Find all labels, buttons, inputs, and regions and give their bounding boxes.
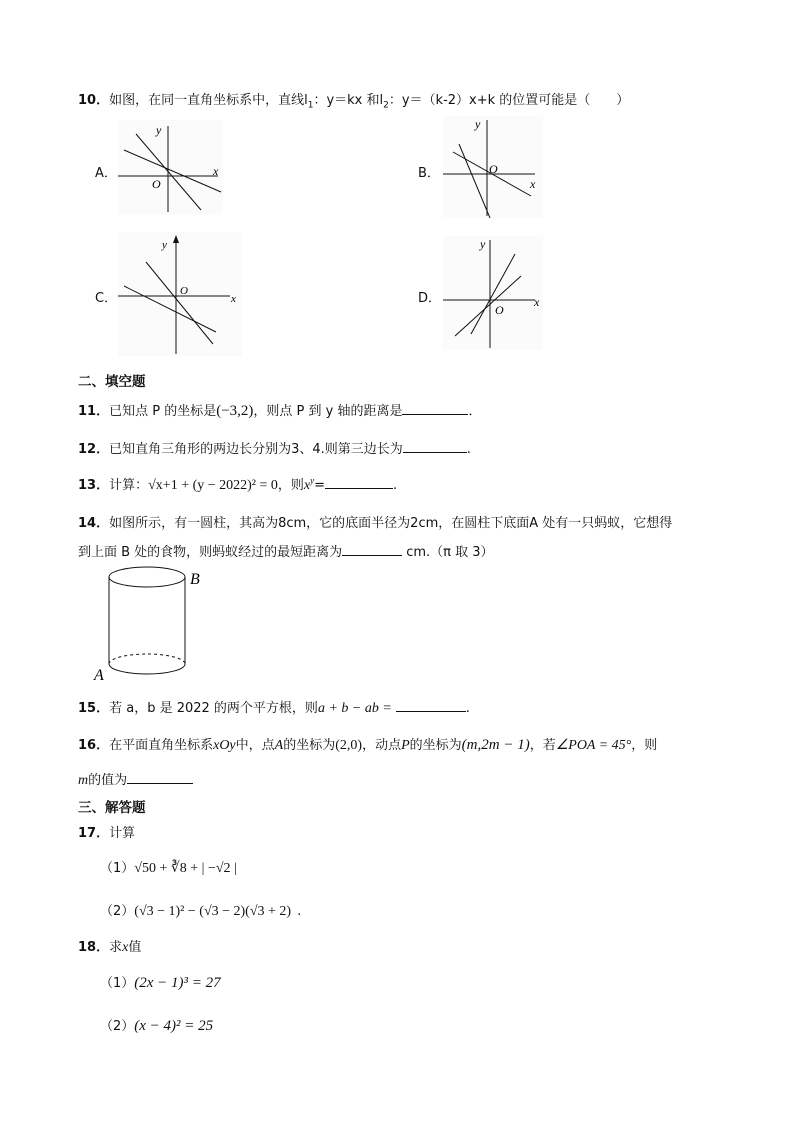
graph-d-origin: O xyxy=(495,303,504,317)
q13-answer-blank[interactable] xyxy=(325,476,393,489)
graph-a-origin: O xyxy=(152,177,161,191)
cylinder-figure xyxy=(90,562,210,686)
option-d-label: D． xyxy=(418,291,442,306)
question-12: 12．已知直角三角形的两边长分别为3、4.则第三边长为 . xyxy=(78,442,471,457)
option-a-label: A． xyxy=(95,166,117,181)
question-17-part-1: （1）√50 + ∛8 + | −√2 | xyxy=(100,861,237,876)
graph-a xyxy=(118,120,223,215)
question-11: 11．已知点 P 的坐标是(−3,2)，则点 P 到 y 轴的距离是 ． xyxy=(78,403,482,419)
graph-d-y-label: y xyxy=(480,237,486,251)
graph-c-y-label: y xyxy=(162,239,167,251)
graph-b xyxy=(443,116,543,218)
option-b-label: B． xyxy=(418,166,440,181)
graph-d xyxy=(443,236,543,350)
graph-a-x-label: x xyxy=(213,164,219,178)
section-fill-in-title: 二、填空题 xyxy=(78,374,146,390)
graph-b-y-label: y xyxy=(475,117,481,131)
question-17-part-2: （2）(√3 − 1)² − (√3 − 2)(√3 + 2) . xyxy=(100,904,302,919)
question-15: 15．若 a，b 是 2022 的两个平方根，则a + b − ab = . xyxy=(78,701,470,716)
question-13: 13．计算：√x+1 + (y − 2022)² = 0，则$x^y=$ . xyxy=(78,475,398,493)
graph-c-x-label: x xyxy=(231,293,236,305)
question-14-line1: 14．如图所示，有一圆柱，其高为8cm，它的底面半径为2cm，在圆柱下底面A 处有一只蚂蚁，它想得 xyxy=(78,516,673,531)
q11-answer-blank[interactable] xyxy=(402,402,468,415)
q12-answer-blank[interactable] xyxy=(403,440,467,453)
question-18: 18．求x值 xyxy=(78,940,142,955)
question-18-part-1: （1）(2x − 1)³ = 27 xyxy=(100,975,221,991)
graph-d-x-label: x xyxy=(534,295,540,309)
cylinder-label-b: B xyxy=(190,571,200,588)
question-16-line1: 16．在平面直角坐标系xOy中，点A的坐标为(2,0)，动点P的坐标为(m,2m − 1)，若∠POA = 45°，则 xyxy=(78,737,658,753)
question-18-part-2: （2）(x − 4)² = 25 xyxy=(100,1018,214,1034)
section-solve-title: 三、解答题 xyxy=(78,800,146,816)
question-14-line2: 到上面 B 处的食物，则蚂蚁经过的最短距离为 cm.（π 取 3） xyxy=(78,545,494,560)
graph-c xyxy=(118,232,242,356)
question-16-line2: m的值为 xyxy=(78,769,193,789)
question-10: 10．如图，在同一直角坐标系中，直线$l_1$：y＝kx 和$l_2$：y＝（k-2）x+k 的位置可能是（ ） xyxy=(78,93,630,111)
cylinder-label-a: A xyxy=(94,667,104,684)
option-c-label: C． xyxy=(95,291,118,306)
q14-answer-blank[interactable] xyxy=(342,543,402,556)
graph-b-origin: O xyxy=(489,162,498,176)
graph-c-origin: O xyxy=(180,285,188,297)
graph-a-y-label: y xyxy=(156,123,162,137)
q15-answer-blank[interactable] xyxy=(396,699,466,712)
q16-answer-blank[interactable] xyxy=(127,771,193,784)
question-17: 17．计算 xyxy=(78,826,136,841)
graph-b-x-label: x xyxy=(530,177,536,191)
